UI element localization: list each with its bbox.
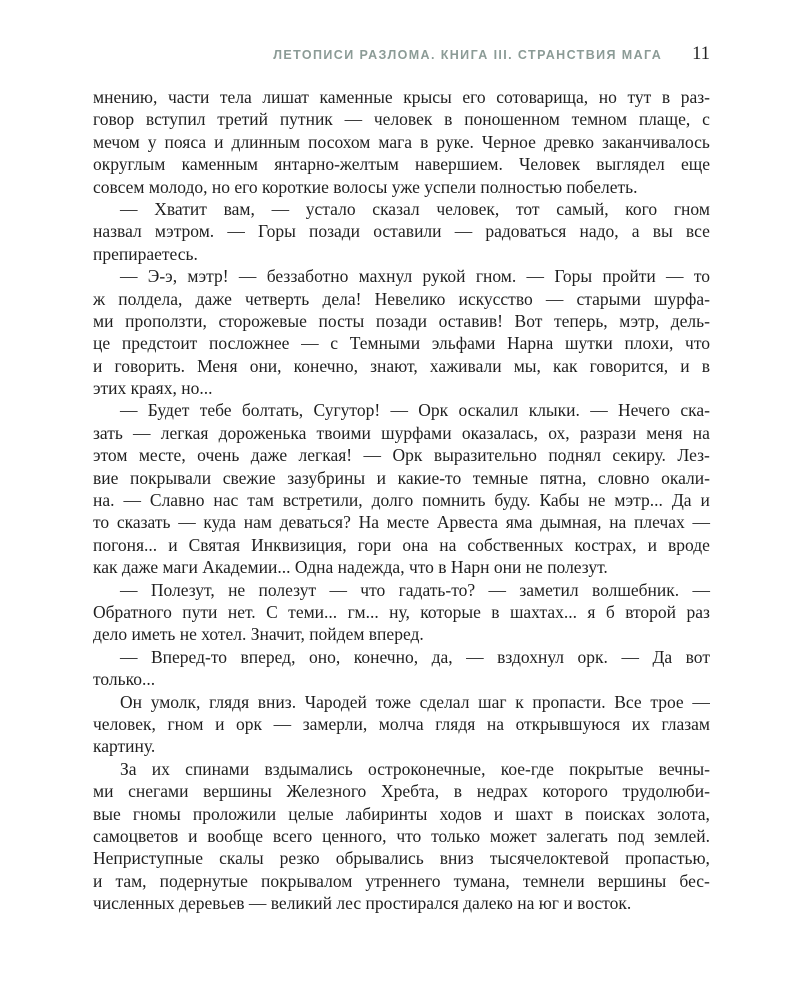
- text-line: — Полезут, не полезут — что гадать-то? — заметил волшебник. —: [120, 579, 710, 600]
- text-line: как даже маги Академии... Одна надежда, что в Нарн они не полезут.: [93, 557, 608, 578]
- text-line: Обратного пути нет. С теми... гм... ну, которые в шахтах... я б второй раз: [93, 601, 710, 622]
- paragraph: [93, 758, 710, 915]
- body-text: [93, 86, 710, 914]
- text-line: вые гномы проложили целые лабиринты ходов и шахт в поисках золота,: [93, 803, 710, 824]
- text-line: Он умолк, глядя вниз. Чародей тоже сделал шаг к пропасти. Все трое —: [120, 691, 710, 712]
- paragraph: [93, 646, 710, 691]
- text-line: ми проползти, сторожевые посты позади оставив! Вот теперь, мэтр, дель-: [93, 310, 710, 331]
- paragraph: [93, 265, 710, 399]
- text-line: зать — легкая дороженька твоими шурфами оказалась, ох, разрази меня на: [93, 422, 710, 443]
- text-line: картину.: [93, 736, 156, 757]
- text-line: Неприступные скалы резко обрывались вниз тысячелоктевой пропастью,: [93, 848, 710, 869]
- running-title: ЛЕТОПИСИ РАЗЛОМА. КНИГА III. СТРАНСТВИЯ МАГА: [273, 48, 663, 62]
- text-line: ж полдела, даже четверть дела! Невелико искусство — старыми шурфа-: [93, 288, 710, 309]
- paragraph: [93, 86, 710, 198]
- text-line: самоцветов и вообще всего ценного, что только может залегать под землей.: [93, 825, 710, 846]
- page-number: 11: [692, 44, 710, 64]
- text-line: этих краях, но...: [93, 378, 213, 399]
- text-line: погоня... и Святая Инквизиция, гори она на собственных кострах, и вроде: [93, 534, 710, 555]
- text-line: це предстоит посложнее — с Темными эльфами Нарна шутки плохи, что: [93, 333, 710, 354]
- text-line: мнению, части тела лишат каменные крысы его сотоварища, но тут в раз-: [93, 87, 710, 107]
- text-line: — Будет тебе болтать, Сугутор! — Орк оскалил клыки. — Нечего ска-: [120, 400, 710, 421]
- text-line: и там, подернутые покрывалом утреннего тумана, темнели вершины бес-: [93, 870, 710, 891]
- text-line: только...: [93, 669, 156, 690]
- text-line: и говорить. Меня они, конечно, знают, хаживали мы, как говорится, и в: [93, 355, 710, 376]
- paragraph: [93, 691, 710, 758]
- text-line: на. — Славно нас там встретили, долго помнить буду. Кабы не мэтр... Да и: [93, 490, 710, 511]
- text-line: — Э-э, мэтр! — беззаботно махнул рукой гном. — Горы пройти — то: [120, 266, 710, 287]
- text-line: мечом у пояса и длинным посохом мага в руке. Черное древко заканчивалось: [93, 131, 710, 152]
- page-header: [93, 44, 710, 65]
- text-line: численных деревьев — великий лес простирался далеко на юг и восток.: [93, 893, 632, 914]
- text-line: вие покрывали свежие зазубрины и какие-то темные пятна, словно окали-: [93, 467, 710, 488]
- paragraph: [93, 579, 710, 646]
- text-line: говор вступил третий путник — человек в поношенном темном плаще, с: [93, 109, 710, 130]
- text-line: округлым каменным янтарно-желтым навершием. Человек выглядел еще: [93, 154, 710, 175]
- paragraph: [93, 198, 710, 265]
- text-line: то сказать — куда нам деваться? На месте Арвеста яма дымная, на плечах —: [93, 512, 710, 533]
- text-line: — Хватит вам, — устало сказал человек, тот самый, кого гном: [120, 198, 710, 219]
- text-line: дело иметь не хотел. Значит, пойдем вперед.: [93, 624, 424, 645]
- text-line: — Вперед-то вперед, оно, конечно, да, — вздохнул орк. — Да вот: [120, 646, 710, 667]
- text-line: За их спинами вздымались остроконечные, кое-где покрытые вечны-: [120, 758, 710, 779]
- text-line: этом месте, очень даже легкая! — Орк выразительно поднял секиру. Лез-: [93, 445, 710, 466]
- text-line: препираетесь.: [93, 243, 198, 264]
- text-line: человек, гном и орк — замерли, молча глядя на открывшуюся их глазам: [93, 713, 710, 734]
- text-line: назвал мэтром. — Горы позади оставили — радоваться надо, а вы все: [93, 221, 710, 242]
- text-line: совсем молодо, но его короткие волосы уже успели полностью побелеть.: [93, 176, 638, 197]
- paragraph: [93, 399, 710, 578]
- text-line: ми снегами вершины Железного Хребта, в недрах которого трудолюби-: [93, 781, 710, 802]
